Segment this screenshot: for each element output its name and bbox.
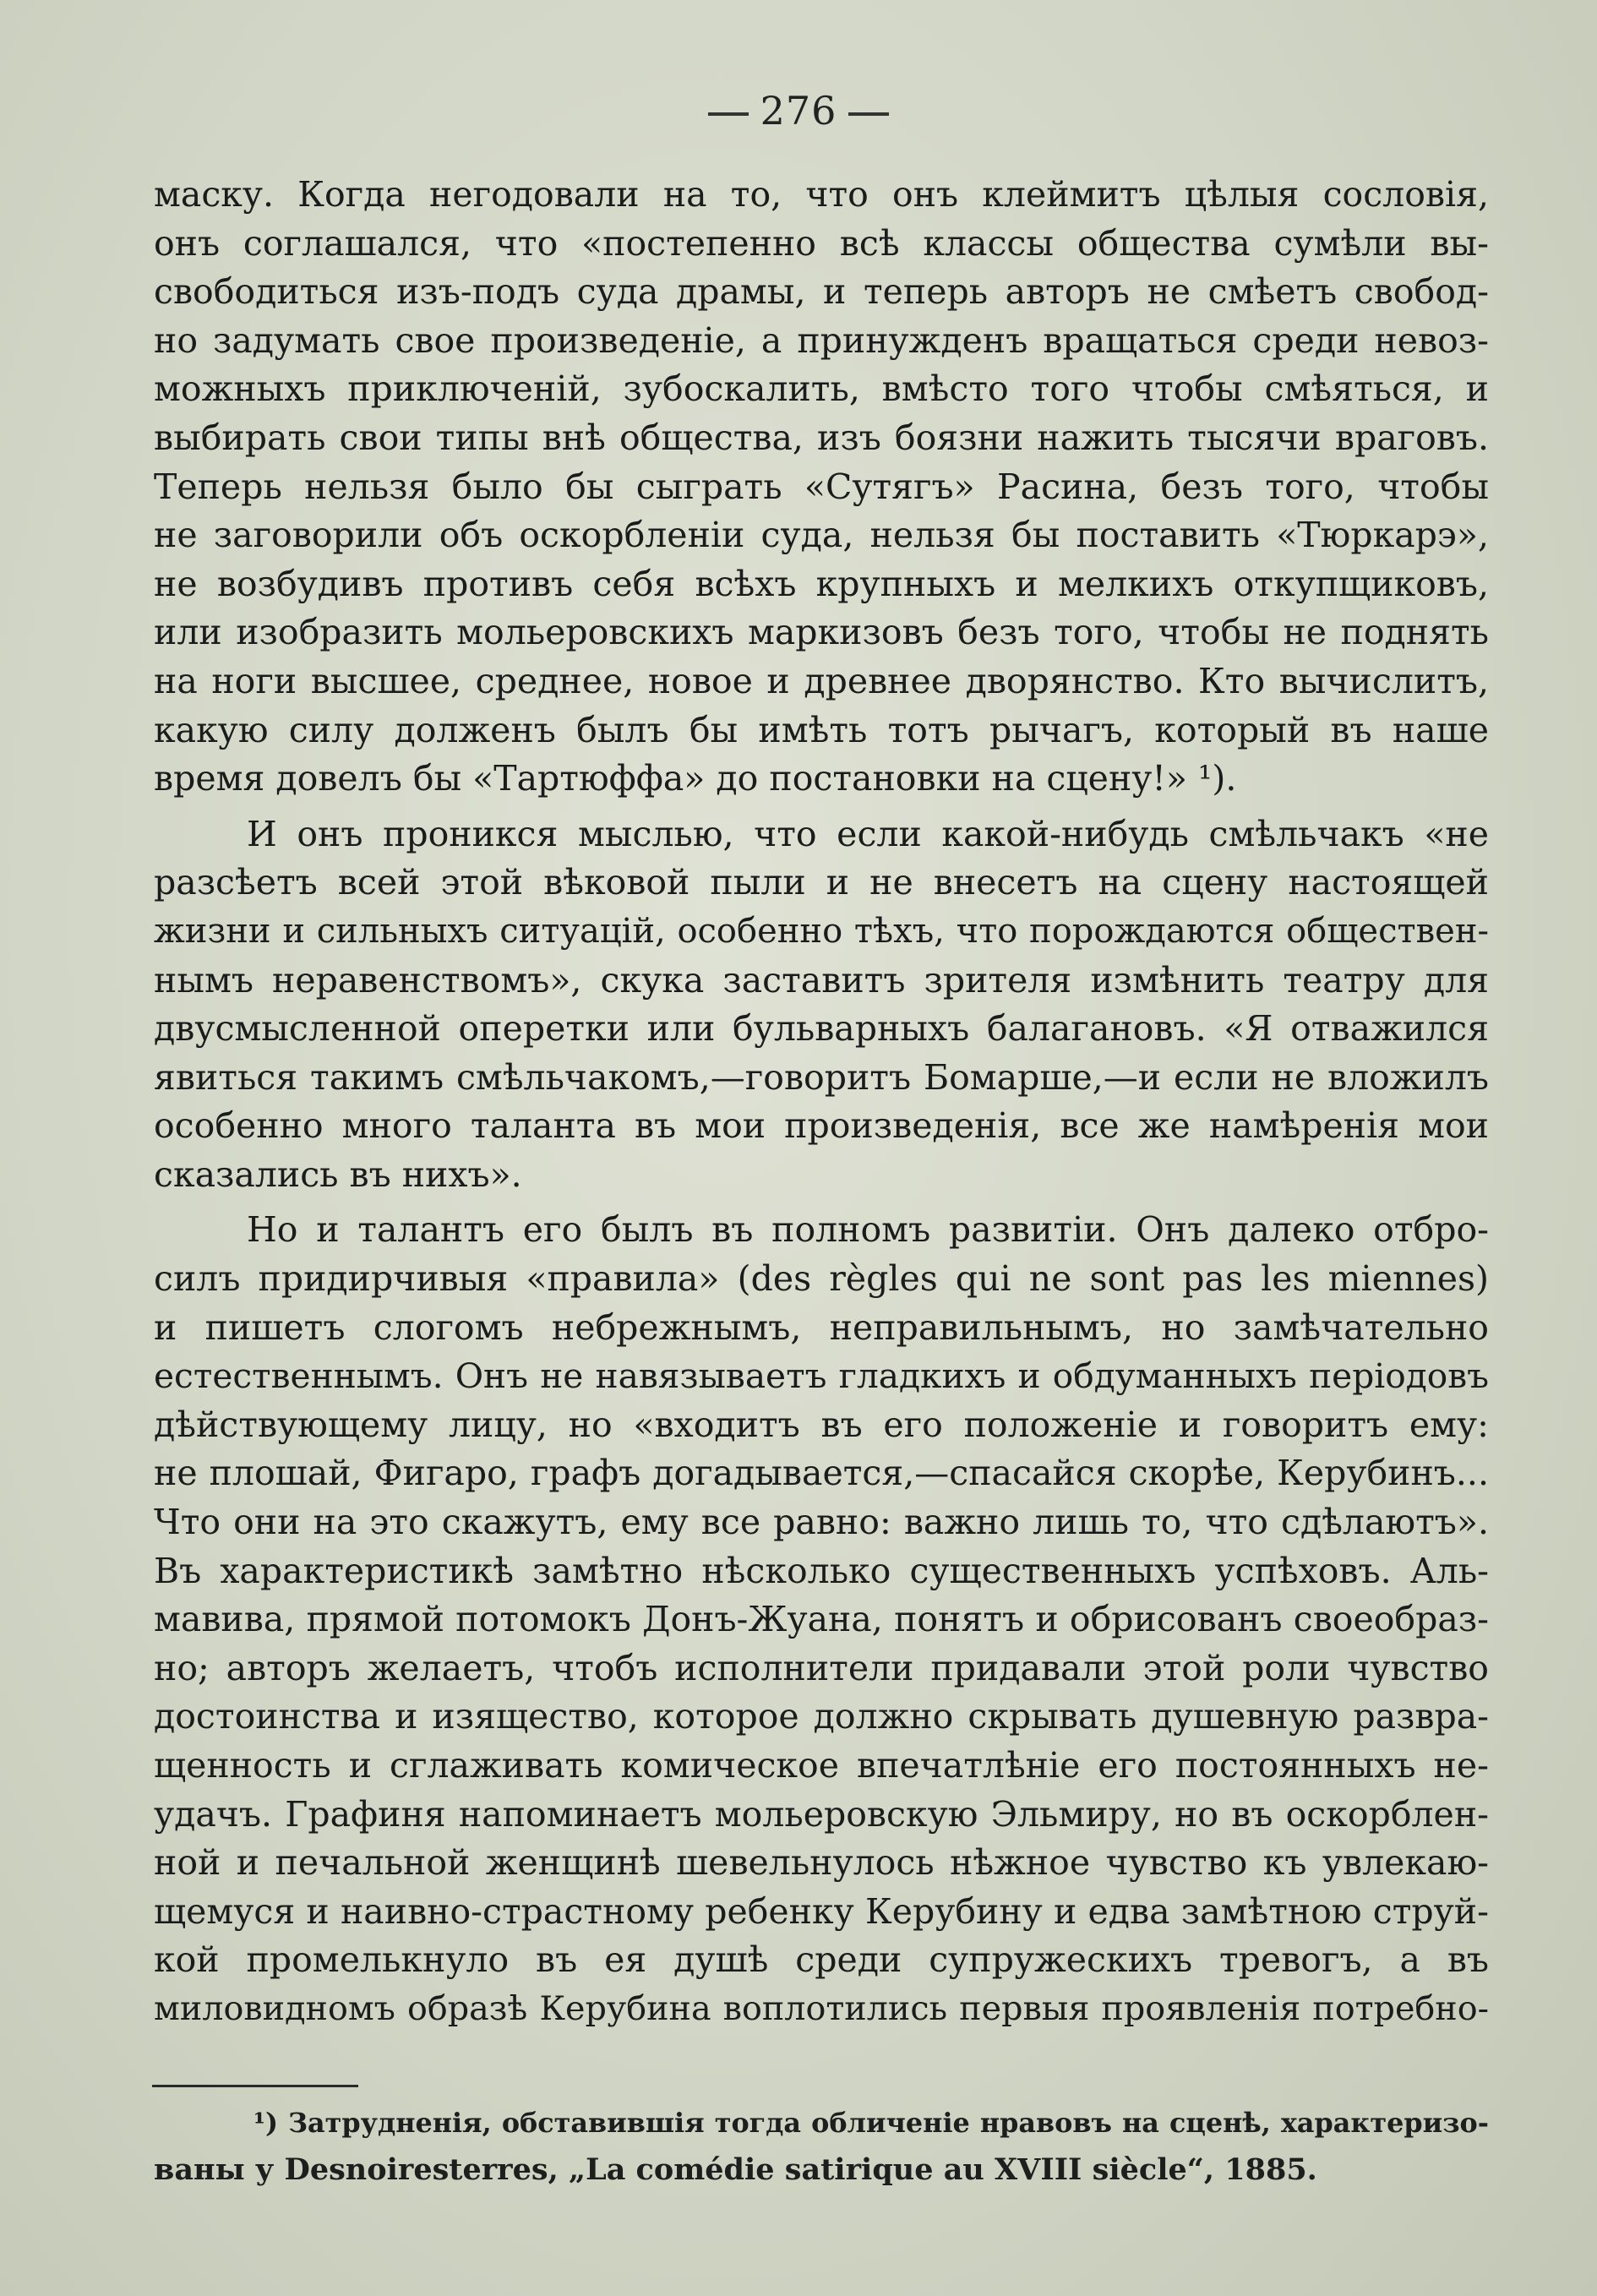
text-line: но задумать свое произведеніе, а принужденъ вращаться среди невоз- (154, 319, 1489, 361)
text-line: маску. Когда негодовали на то, что онъ клеймитъ цѣлыя сословія, (154, 174, 1489, 215)
footnote-line: ¹) Затрудненія, обставившія тогда обличеніе нравовъ на сценѣ, характеризо- (253, 2107, 1489, 2139)
footnote (154, 2099, 1489, 2194)
text-line: или изобразить мольеровскихъ маркизовъ безъ того, чтобы не поднять (154, 612, 1489, 653)
paragraph-gap (154, 1199, 1489, 1206)
text-line: Теперь нельзя было бы сыграть «Сутягъ» Расина, безъ того, чтобы (154, 466, 1489, 507)
text-line: явиться такимъ смѣльчакомъ,—говоритъ Бомарше,—и если не вложилъ (154, 1056, 1489, 1098)
paragraph-gap (154, 804, 1489, 810)
text-line: щенность и сглаживать комическое впечатлѣніе его постоянныхъ не- (154, 1745, 1489, 1786)
text-line: свободиться изъ-подъ суда драмы, и теперь авторъ не смѣетъ свобод- (154, 271, 1489, 313)
text-line: Что они на это скажутъ, ему все равно: важно лишь то, что сдѣлаютъ». (154, 1502, 1489, 1543)
text-line: двусмысленной оперетки или бульварныхъ балагановъ. «Я отважился (154, 1008, 1489, 1050)
text-line: кой промелькнуло въ ея душѣ среди супружескихъ тревогъ, а въ (154, 1939, 1489, 1981)
text-line: дѣйствующему лицу, но «входитъ въ его положеніе и говоритъ ему: (154, 1404, 1489, 1445)
text-line: щемуся и наивно-страстному ребенку Керубину и едва замѣтною струй- (154, 1890, 1489, 1932)
page-number (0, 87, 1597, 134)
text-line: на ноги высшее, среднее, новое и древнее дворянство. Кто вычислитъ, (154, 660, 1489, 701)
text-line: выбирать свои типы внѣ общества, изъ боязни нажить тысячи враговъ. (154, 417, 1489, 458)
text-line: не плошай, Фигаро, графъ догадывается,—спасайся скорѣе, Керубинъ... (154, 1453, 1489, 1494)
text-line: и пишетъ слогомъ небрежнымъ, неправильнымъ, но замѣчательно (154, 1306, 1489, 1348)
footnote-rule (152, 2085, 358, 2087)
text-line: силъ придирчивыя «правила» (des règles qui ne sont pas les miennes) (154, 1258, 1489, 1300)
text-line: Но и талантъ его былъ въ полномъ развитіи. Онъ далеко отбро- (247, 1209, 1489, 1251)
footnote-line: ваны у Desnoiresterres, „La comédie satirique au XVIII siècle“, 1885. (154, 2152, 1317, 2187)
text-line: удачъ. Графиня напоминаетъ мольеровскую Эльмиру, но въ оскорблен- (154, 1793, 1489, 1835)
text-line: Въ характеристикѣ замѣтно нѣсколько существенныхъ успѣховъ. Аль- (154, 1550, 1489, 1591)
text-line: не возбудивъ противъ себя всѣхъ крупныхъ и мелкихъ откупщиковъ, (154, 563, 1489, 604)
text-line: разсѣетъ всей этой вѣковой пыли и не внесетъ на сцену настоящей (154, 862, 1489, 903)
text-line: миловидномъ образѣ Керубина воплотились первыя проявленія потребно- (154, 1988, 1489, 2028)
text-line: ной и печальной женщинѣ шевельнулось нѣжное чувство къ увлекаю- (154, 1842, 1489, 1884)
text-line: достоинства и изящество, которое должно скрывать душевную развра- (154, 1696, 1489, 1737)
dash-right (848, 112, 889, 116)
dash-left (708, 112, 749, 116)
text-line: особенно много таланта въ мои произведенія, все же намѣренія мои (154, 1105, 1489, 1147)
text-line: время довелъ бы «Тартюффа» до постановки на сцену!» ¹). (154, 758, 1237, 799)
body-text (154, 171, 1489, 2034)
text-line: можныхъ приключеній, зубоскалить, вмѣсто того чтобы смѣяться, и (154, 368, 1489, 410)
text-line: жизни и сильныхъ ситуацій, особенно тѣхъ, что порождаются обществен- (154, 911, 1489, 951)
text-line: естественнымъ. Онъ не навязываетъ гладкихъ и обдуманныхъ періодовъ (154, 1355, 1489, 1397)
text-line: сказались въ нихъ». (154, 1153, 522, 1195)
text-line: но; авторъ желаетъ, чтобъ исполнители придавали этой роли чувство (154, 1647, 1489, 1688)
text-line: И онъ проникся мыслью, что если какой-нибудь смѣльчакъ «не (247, 813, 1489, 854)
text-line: какую силу долженъ былъ бы имѣть тотъ рычагъ, который въ наше (154, 709, 1489, 750)
text-line: нымъ неравенствомъ», скука заставитъ зрителя измѣнить театру для (154, 959, 1489, 1001)
text-line: онъ соглашался, что «постепенно всѣ классы общества сумѣли вы- (154, 222, 1489, 264)
page-number-text: 276 (760, 88, 837, 134)
text-line: мавива, прямой потомокъ Донъ-Жуана, понятъ и обрисованъ своеобраз- (154, 1599, 1489, 1640)
text-line: не заговорили объ оскорбленіи суда, нельзя бы поставить «Тюркарэ», (154, 515, 1489, 556)
